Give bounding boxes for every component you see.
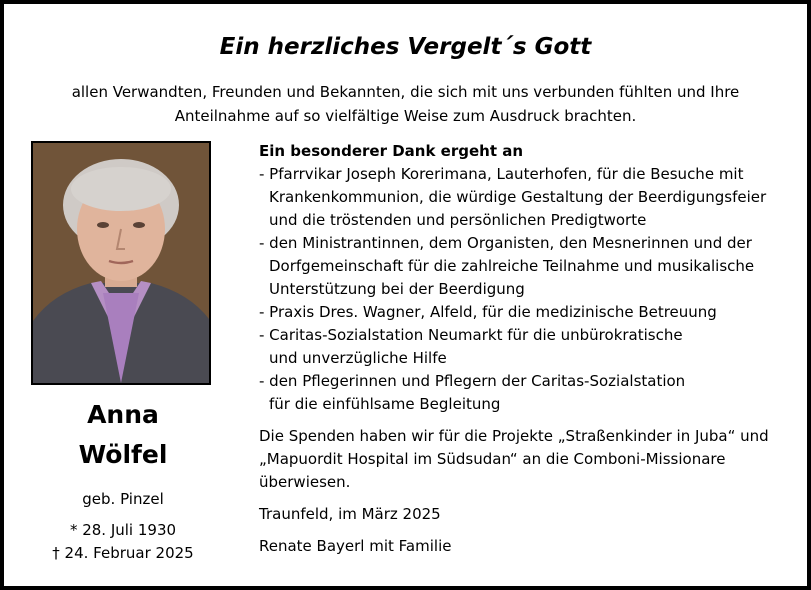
list-item-line: - den Pflegerinnen und Pflegern der Caritas-Sozialstation <box>259 372 686 390</box>
list-item <box>259 301 799 324</box>
first-name: Anna <box>87 400 159 429</box>
page-title: Ein herzliches Vergelt´s Gott <box>219 34 592 60</box>
list-item-line: - den Ministrantinnen, dem Organisten, den Mesnerinnen und der <box>259 234 752 252</box>
intro-text <box>44 80 767 128</box>
list-item <box>259 232 799 301</box>
list-item-line: - Pfarrvikar Joseph Korerimana, Lauterhofen, für die Besuche mit <box>259 165 744 183</box>
donations-text <box>259 425 799 494</box>
list-item-line: - Caritas-Sozialstation Neumarkt für die unbürokratische <box>259 326 683 344</box>
death-date: † 24. Februar 2025 <box>52 544 194 562</box>
intro-line: allen Verwandten, Freunden und Bekannten, die sich mit uns verbunden fühlten und Ihre <box>71 83 740 101</box>
list-item-line: und die tröstenden und persönlichen Predigtworte <box>269 211 647 229</box>
portrait-photo <box>31 141 211 385</box>
list-item-line: Krankenkommunion, die würdige Gestaltung der Beerdigungsfeier <box>269 188 767 206</box>
portrait-illustration <box>33 143 209 383</box>
birth-date: * 28. Juli 1930 <box>69 521 177 539</box>
thanks-section <box>259 140 799 558</box>
list-item-line: und unverzügliche Hilfe <box>269 349 447 367</box>
list-item-line: - Praxis Dres. Wagner, Alfeld, für die medizinische Betreuung <box>259 303 717 321</box>
place-date: Traunfeld, im März 2025 <box>259 505 441 523</box>
list-item <box>259 370 799 416</box>
donations-line: überwiesen. <box>259 473 351 491</box>
donations-line: Die Spenden haben wir für die Projekte „Straßenkinder in Juba“ und <box>259 427 769 445</box>
thanks-heading: Ein besonderer Dank ergeht an <box>259 142 524 160</box>
donations-line: „Mapuordit Hospital im Südsudan“ an die Comboni-Missionare <box>259 450 726 468</box>
list-item <box>259 324 799 370</box>
intro-line: Anteilnahme auf so vielfältige Weise zum Ausdruck brachten. <box>174 107 637 125</box>
signature: Renate Bayerl mit Familie <box>259 537 452 555</box>
list-item <box>259 163 799 232</box>
list-item-line: für die einfühlsame Begleitung <box>269 395 501 413</box>
birth-name: geb. Pinzel <box>82 490 164 508</box>
last-name: Wölfel <box>78 440 168 469</box>
list-item-line: Dorfgemeinschaft für die zahlreiche Teilnahme und musikalische <box>269 257 755 275</box>
list-item-line: Unterstützung bei der Beerdigung <box>269 280 525 298</box>
